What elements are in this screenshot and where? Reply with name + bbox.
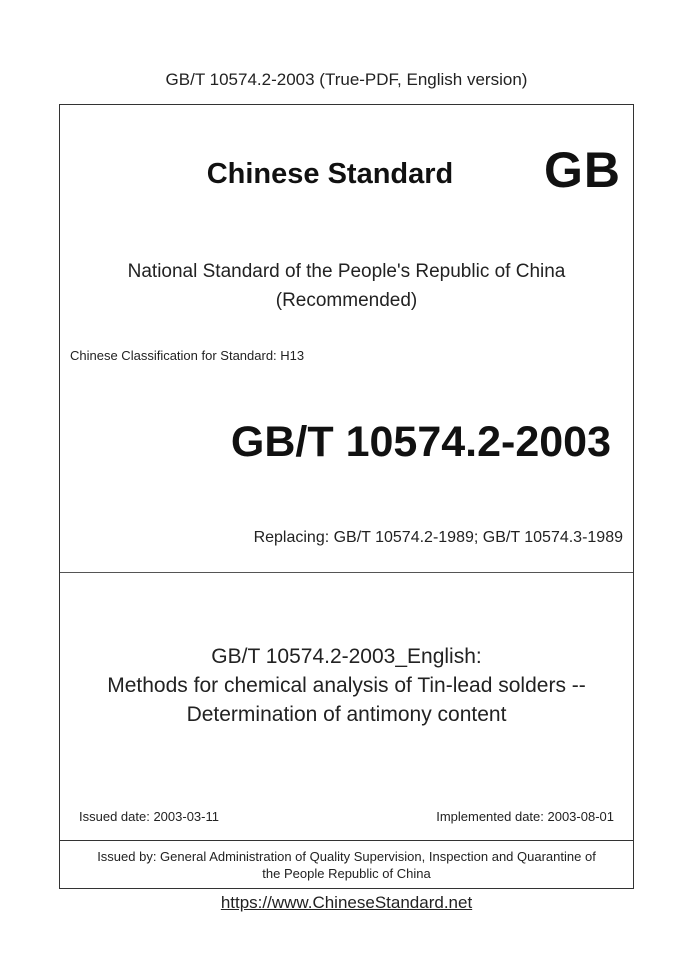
document-title-line: Methods for chemical analysis of Tin-lead solders -- [107,674,586,697]
website-link[interactable]: https://www.ChineseStandard.net [220,893,473,912]
classification-text: Chinese Classification for Standard: H13 [70,348,305,363]
issued-date: Issued date: 2003-03-11 [79,809,219,824]
implemented-date: Implemented date: 2003-08-01 [436,809,614,824]
gb-logo-mark: GB [544,142,621,198]
recommended-label: (Recommended) [275,290,418,311]
document-title-line: GB/T 10574.2-2003_English: [211,645,482,668]
replacing-text: Replacing: GB/T 10574.2-1989; GB/T 10574.3-1989 [253,529,623,546]
cover-frame [59,104,634,889]
brand-title: Chinese Standard [206,158,454,190]
cover-top-section [60,105,633,573]
national-standard-heading [60,257,633,315]
national-standard-line: National Standard of the People's Republic of China [127,261,566,282]
issued-by-line: Issued by: General Administration of Quality Supervision, Inspection and Quarantine of [97,849,596,864]
page-header: GB/T 10574.2-2003 (True-PDF, English version) [165,70,528,89]
document-title [60,642,633,729]
cover-title-section [60,572,633,841]
document-title-line: Determination of antimony content [186,703,507,726]
issued-by [60,848,633,882]
standard-number: GB/T 10574.2-2003 [230,418,611,466]
issued-by-line: the People Republic of China [262,866,431,881]
